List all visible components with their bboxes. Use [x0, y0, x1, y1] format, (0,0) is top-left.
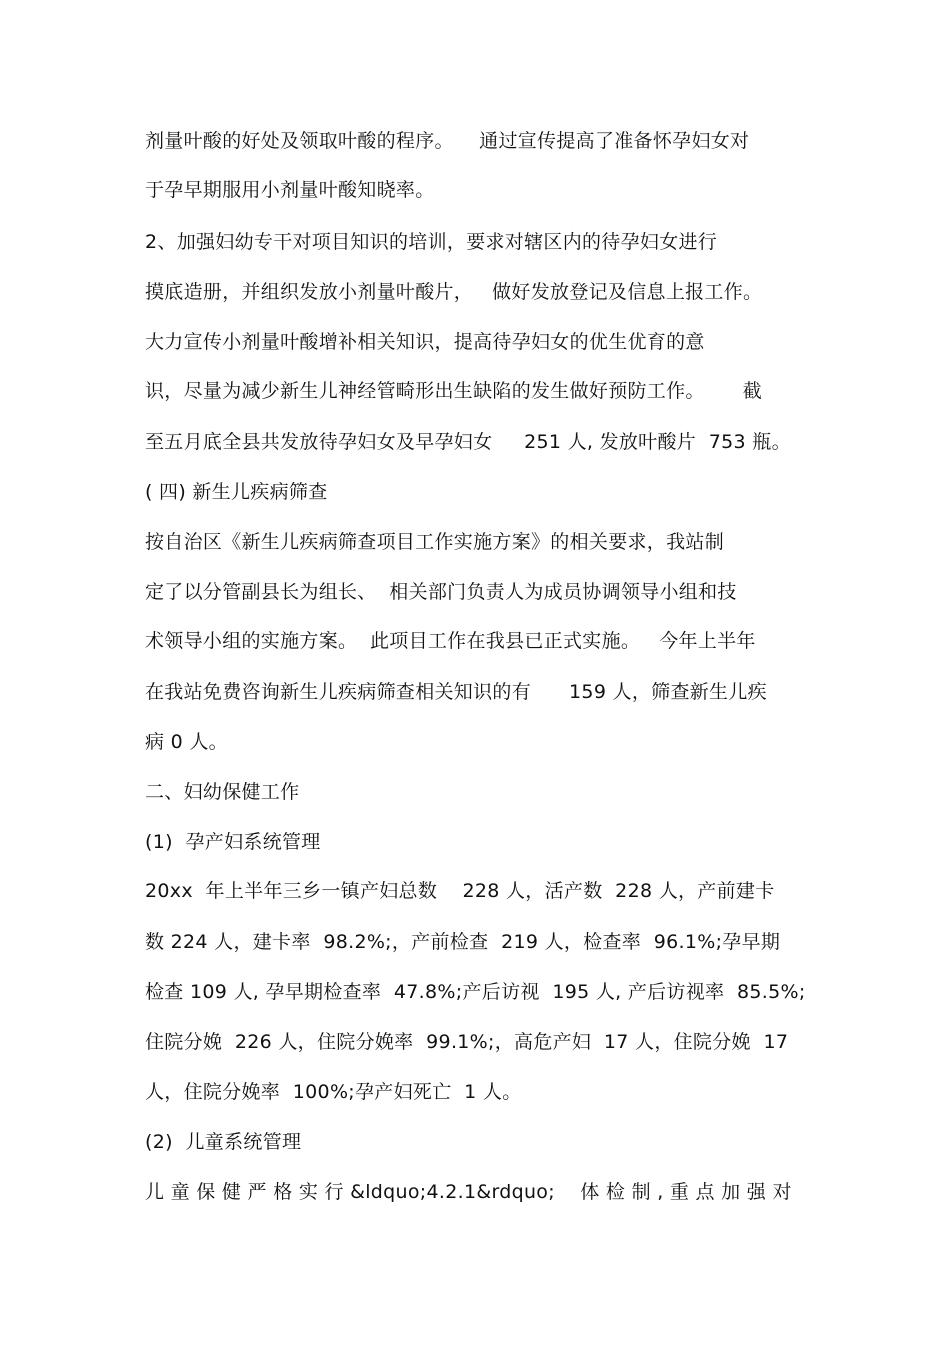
text-line: 病 0 人。 — [145, 731, 228, 753]
text-line: 于孕早期服用小剂量叶酸知晓率。 — [145, 179, 435, 201]
text-line: 20xx 年上半年三乡一镇产妇总数 228 人，活产数 228 人，产前建卡 — [145, 880, 775, 902]
text-line: 识，尽量为减少新生儿神经管畸形出生缺陷的发生做好预防工作。 截 — [145, 380, 763, 402]
text-line: 检查 109 人, 孕早期检查率 47.8%;产后访视 195 人, 产后访视率 85.5%; — [145, 981, 806, 1003]
text-line: 数 224 人，建卡率 98.2%;，产前检查 219 人，检查率 96.1%;孕早期 — [145, 931, 781, 953]
text-line: 大力宣传小剂量叶酸增补相关知识，提高待孕妇女的优生优育的意 — [145, 331, 705, 353]
section-heading: (1) 孕产妇系统管理 — [145, 831, 321, 853]
section-heading: 二、妇幼保健工作 — [145, 781, 300, 803]
text-line: 剂量叶酸的好处及领取叶酸的程序。 通过宣传提高了准备怀孕妇女对 — [145, 130, 750, 152]
text-line: 摸底造册，并组织发放小剂量叶酸片， 做好发放登记及信息上报工作。 — [145, 281, 763, 303]
text-line: 住院分娩 226 人，住院分娩率 99.1%;，高危产妇 17 人，住院分娩 17 — [145, 1031, 789, 1053]
text-line: 按自治区《新生儿疾病筛查项目工作实施方案》的相关要求，我站制 — [145, 531, 725, 553]
text-line: 人，住院分娩率 100%;孕产妇死亡 1 人。 — [145, 1081, 522, 1103]
text-line: 在我站免费咨询新生儿疾病筛查相关知识的有 159 人，筛查新生儿疾 — [145, 681, 767, 703]
text-line: 至五月底全县共发放待孕妇女及早孕妇女 251 人, 发放叶酸片 753 瓶。 — [145, 431, 791, 453]
section-heading: (2) 儿童系统管理 — [145, 1131, 302, 1153]
text-line: 2、加强妇幼专干对项目知识的培训，要求对辖区内的待孕妇女进行 — [145, 231, 718, 253]
text-line: 儿 童 保 健 严 格 实 行 &ldquo;4.2.1&rdquo; 体 检 制 , 重 点 加 强 对 — [145, 1181, 792, 1203]
section-heading: ( 四) 新生儿疾病筛查 — [145, 481, 328, 503]
text-line: 定了以分管副县长为组长、 相关部门负责人为成员协调领导小组和技 — [145, 581, 737, 603]
text-line: 术领导小组的实施方案。 此项目工作在我县已正式实施。 今年上半年 — [145, 630, 756, 652]
